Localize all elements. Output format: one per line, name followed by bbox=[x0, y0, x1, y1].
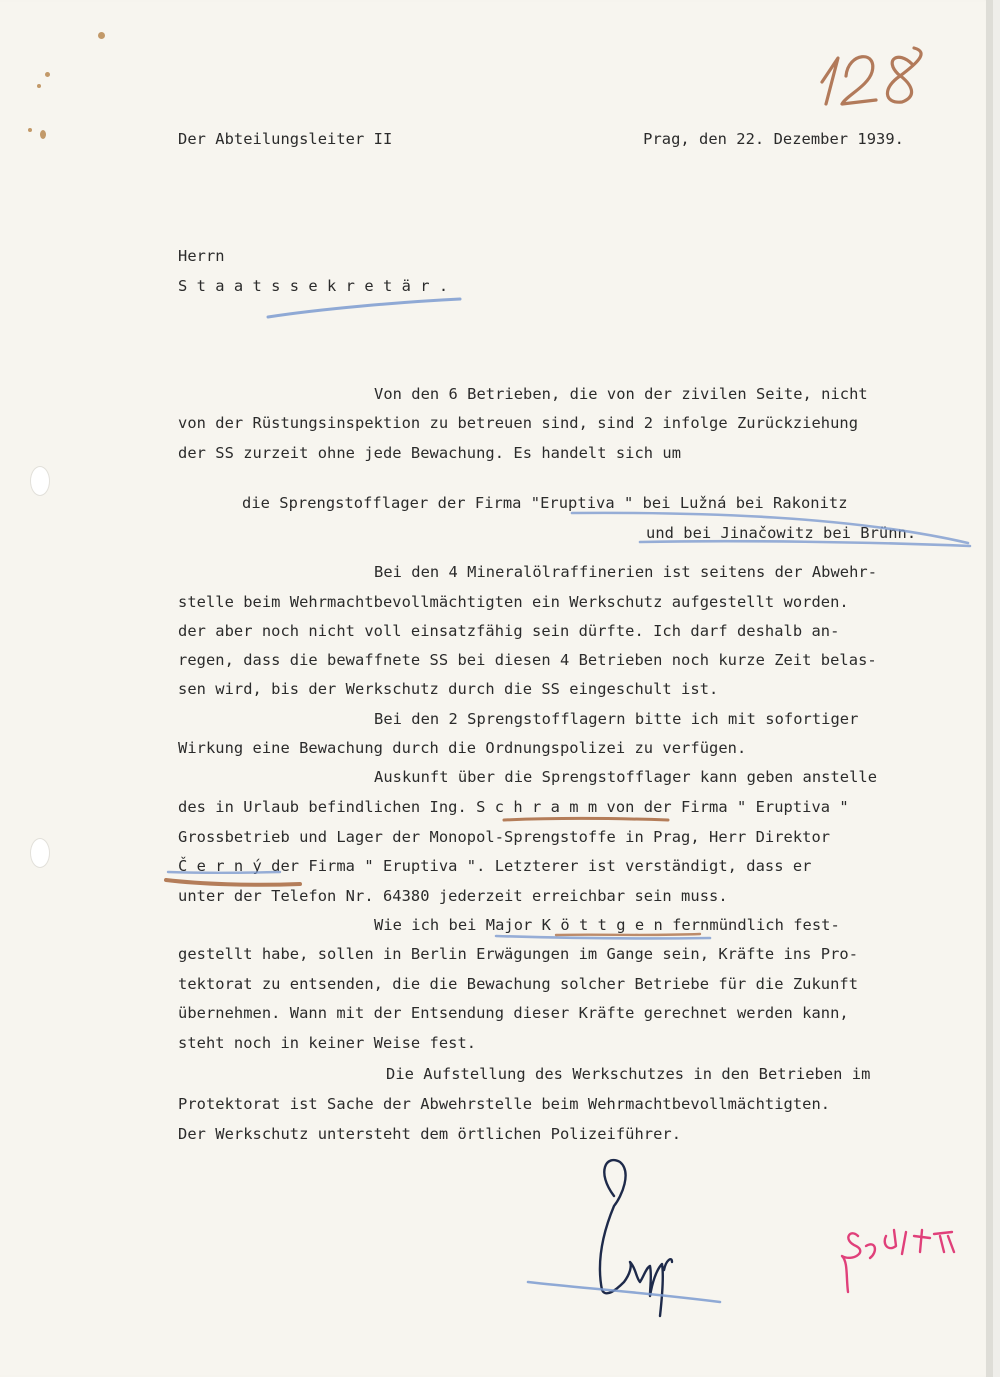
body-line: Č e r n ý der Firma " Eruptiva ". Letzterer ist verständigt, dass er bbox=[178, 857, 812, 875]
blue-underline bbox=[572, 513, 968, 543]
body-line: Wie ich bei Major K ö t t g e n fernmündlich fest- bbox=[374, 916, 840, 934]
body-line: von der Rüstungsinspektion zu betreuen sind, sind 2 infolge Zurückziehung bbox=[178, 414, 859, 432]
brown-underline bbox=[504, 819, 668, 821]
body-line: Von den 6 Betrieben, die von der zivilen Seite, nicht bbox=[374, 385, 868, 403]
body-line: Auskunft über die Sprengstofflager kann geben anstelle bbox=[374, 768, 878, 786]
body-line: des in Urlaub befindlichen Ing. S c h r a m m von der Firma " Eruptiva " bbox=[178, 798, 849, 816]
body-line: Bei den 4 Mineralölraffinerien ist seitens der Abwehr- bbox=[374, 563, 878, 581]
body-line: sen wird, bis der Werkschutz durch die SS eingeschult ist. bbox=[178, 680, 719, 698]
indented-line: und bei Jinačowitz bei Brünn. bbox=[646, 524, 917, 542]
blue-underline bbox=[268, 299, 460, 317]
brown-underline bbox=[166, 880, 300, 885]
body-line: der SS zurzeit ohne jede Bewachung. Es handelt sich um bbox=[178, 444, 682, 462]
body-line: der aber noch nicht voll einsatzfähig sein dürfte. Ich darf deshalb an- bbox=[178, 622, 840, 640]
recipient-title: S t a a t s s e k r e t ä r . bbox=[178, 277, 449, 295]
signature-underline bbox=[528, 1282, 720, 1302]
recipient-salutation: Herrn bbox=[178, 247, 225, 265]
body-line: Grossbetrieb und Lager der Monopol-Sprengstoffe in Prag, Herr Direktor bbox=[178, 828, 831, 846]
sender-line: Der Abteilungsleiter II bbox=[178, 130, 393, 148]
blue-underline bbox=[168, 872, 280, 873]
body-line: stelle beim Wehrmachtbevollmächtigten ein Werkschutz aufgestellt worden. bbox=[178, 593, 849, 611]
body-line: Protektorat ist Sache der Abwehrstelle beim Wehrmachtbevollmächtigten. bbox=[178, 1095, 831, 1113]
body-line: Wirkung eine Bewachung durch die Ordnungspolizei zu verfügen. bbox=[178, 739, 747, 757]
brown-underline bbox=[556, 934, 700, 935]
blue-underline bbox=[496, 936, 710, 938]
date-line: Prag, den 22. Dezember 1939. bbox=[643, 130, 904, 148]
body-line: Bei den 2 Sprengstofflagern bitte ich mit sofortiger bbox=[374, 710, 859, 728]
pink-initials bbox=[842, 1230, 954, 1292]
blue-underline bbox=[640, 541, 970, 546]
body-line: unter der Telefon Nr. 64380 jederzeit erreichbar sein muss. bbox=[178, 887, 728, 905]
body-line: regen, dass die bewaffnete SS bei diesen 4 Betrieben noch kurze Zeit belas- bbox=[178, 651, 877, 669]
body-line: gestellt habe, sollen in Berlin Erwägungen im Gange sein, Kräfte ins Pro- bbox=[178, 945, 859, 963]
indented-line: die Sprengstofflager der Firma "Eruptiva " bei Lužná bei Rakonitz bbox=[242, 494, 848, 512]
body-line: steht noch in keiner Weise fest. bbox=[178, 1034, 477, 1052]
body-line: tektorat zu entsenden, die die Bewachung solcher Betriebe für die Zukunft bbox=[178, 975, 859, 993]
body-line: übernehmen. Wann mit der Entsendung dieser Kräfte gerechnet werden kann, bbox=[178, 1004, 849, 1022]
body-line: Die Aufstellung des Werkschutzes in den Betrieben im bbox=[386, 1065, 871, 1083]
handwritten-page-number bbox=[822, 48, 921, 104]
body-line: Der Werkschutz untersteht dem örtlichen Polizeiführer. bbox=[178, 1125, 682, 1143]
